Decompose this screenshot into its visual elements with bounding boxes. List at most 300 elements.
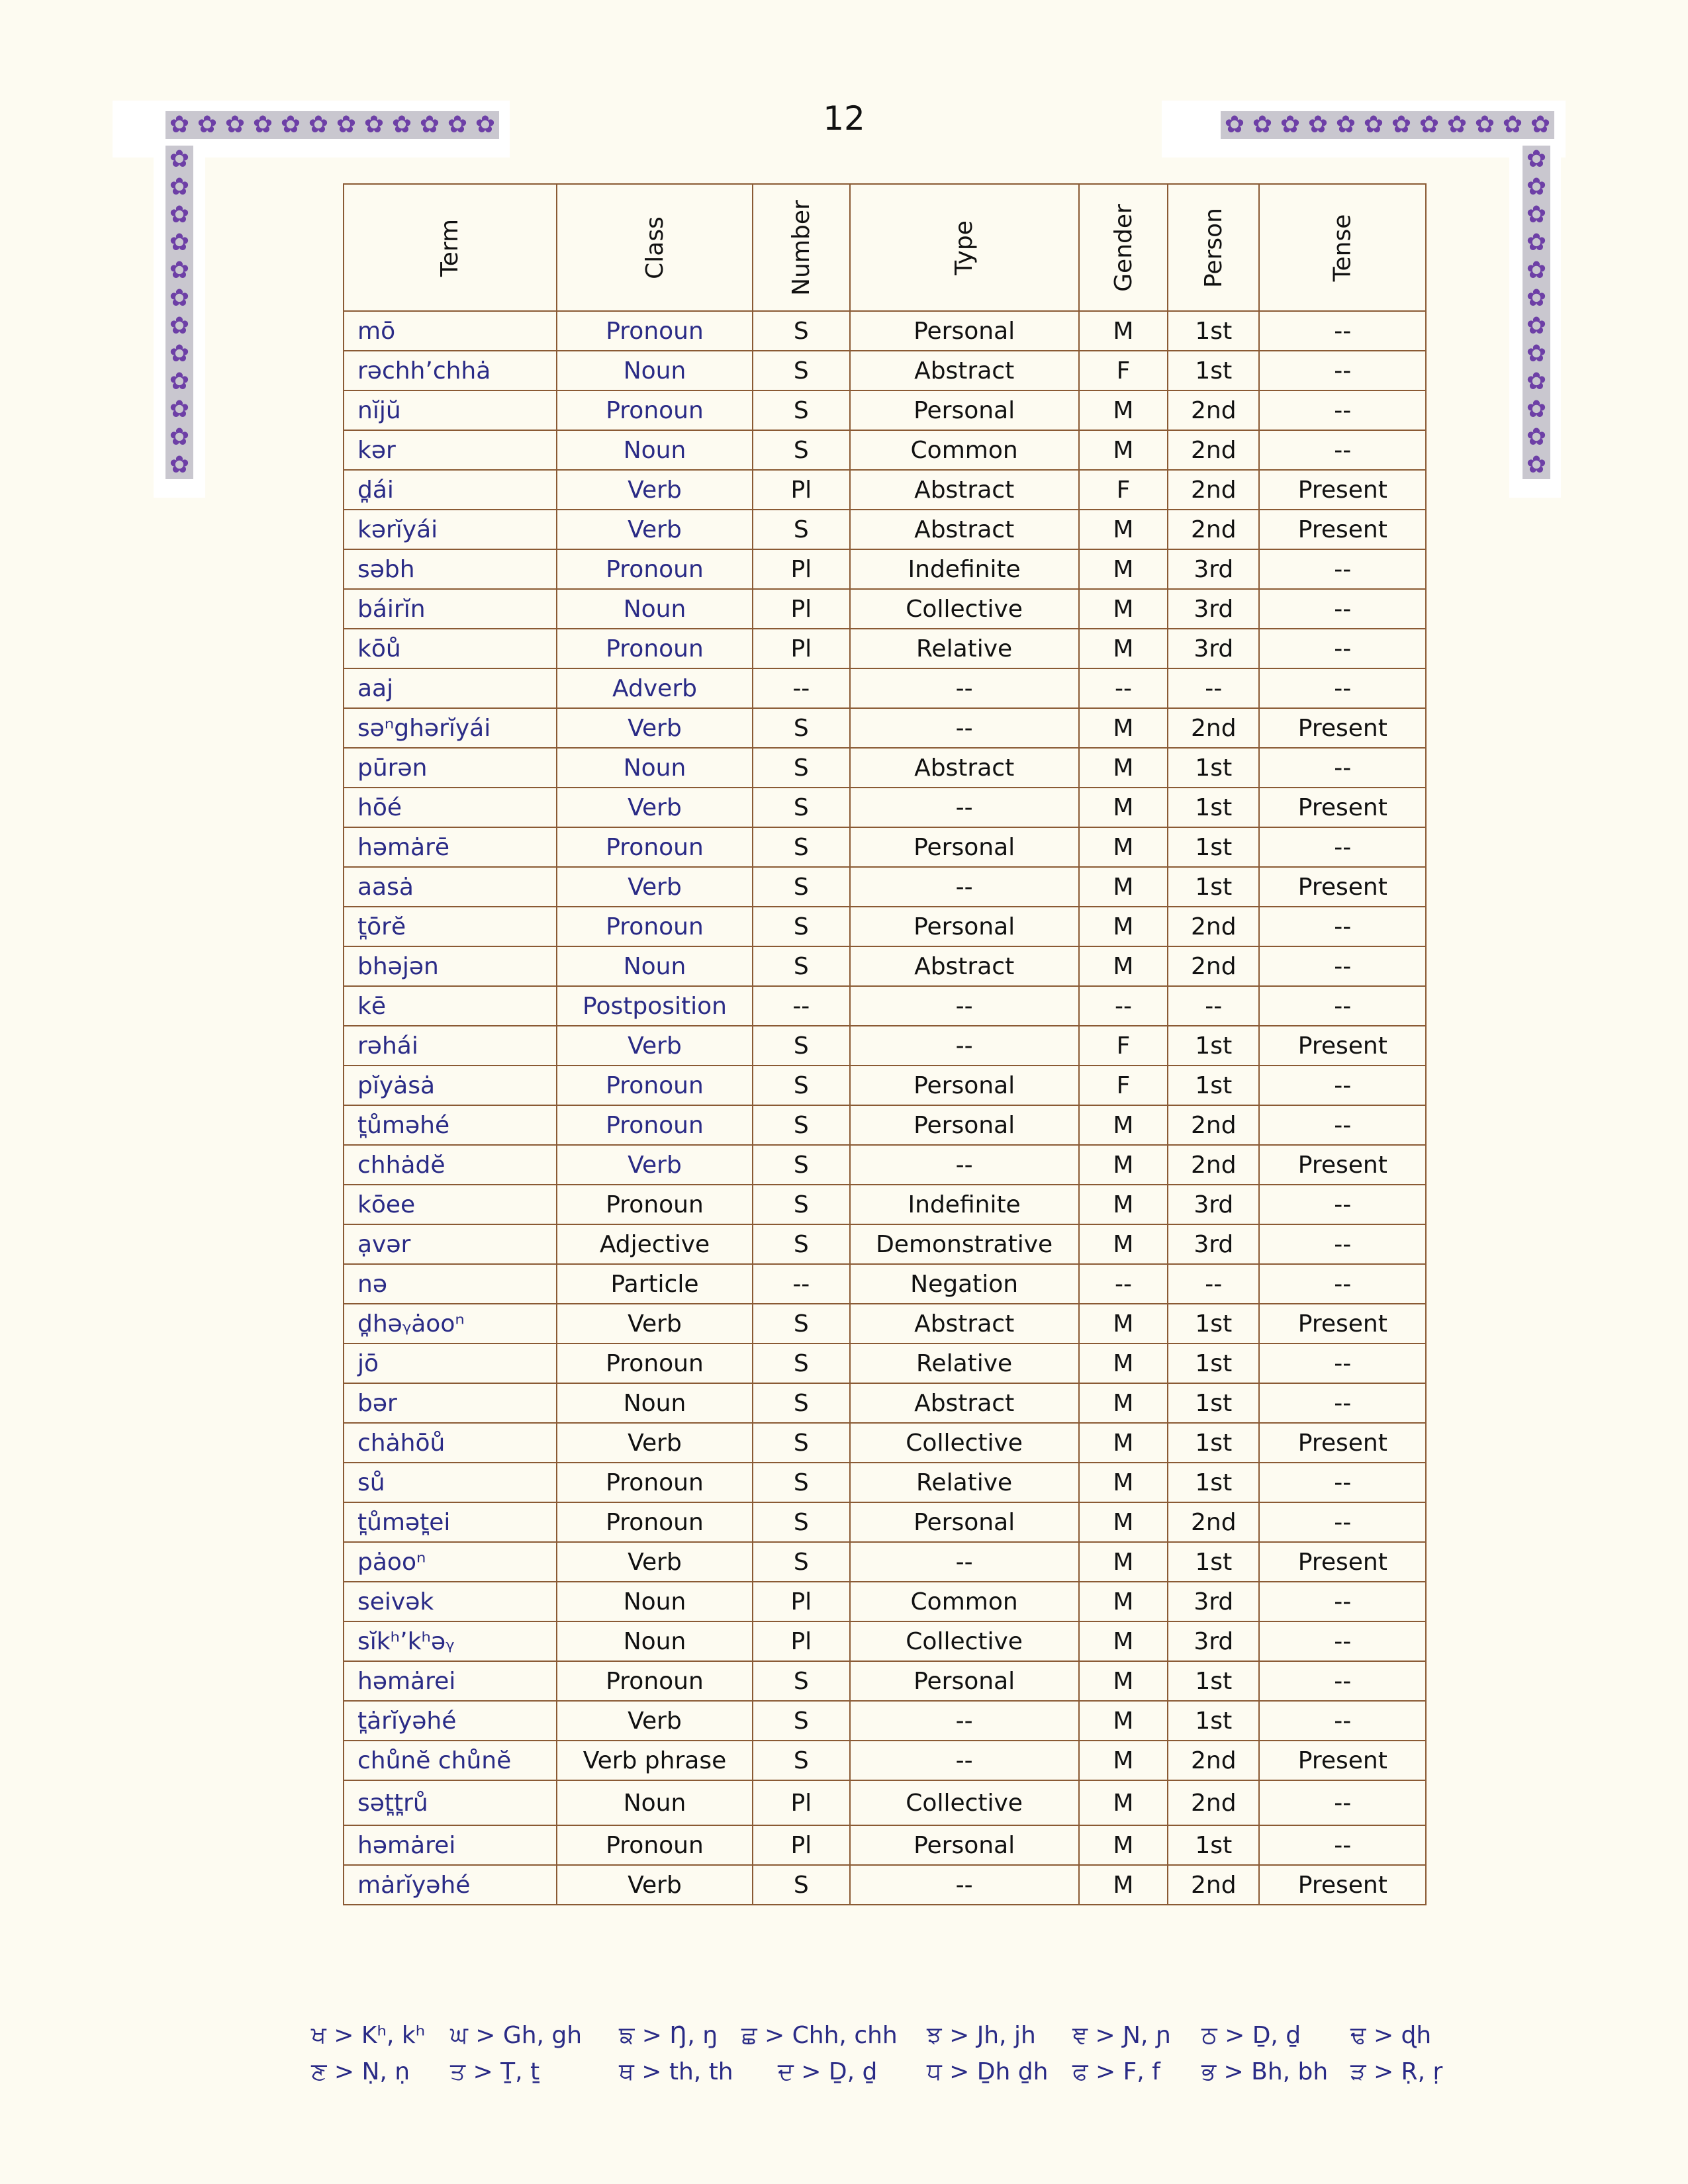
cell-number: S (753, 1304, 850, 1343)
cell-term: kər (344, 430, 557, 470)
cell-class: Pronoun (557, 1105, 753, 1145)
cell-number: S (753, 510, 850, 549)
cell-term: həmȧrē (344, 827, 557, 867)
cell-type: -- (850, 1741, 1079, 1780)
cell-type: Abstract (850, 1304, 1079, 1343)
flower-ornament-icon: ✿ (1526, 201, 1547, 228)
transliteration-key-item: ਦ > Ḏ, ḏ (778, 2058, 878, 2085)
cell-term: kōů (344, 629, 557, 668)
cell-gender: M (1079, 946, 1168, 986)
cell-term: bər (344, 1383, 557, 1423)
flower-ornament-icon: ✿ (1530, 111, 1551, 138)
cell-type: Collective (850, 1423, 1079, 1463)
cell-gender: M (1079, 430, 1168, 470)
cell-person: 1st (1168, 1661, 1259, 1701)
cell-number: S (753, 708, 850, 748)
cell-number: S (753, 390, 850, 430)
cell-gender: M (1079, 748, 1168, 788)
cell-tense: -- (1259, 430, 1426, 470)
table-row (344, 1780, 1426, 1825)
page-number: 12 (823, 99, 865, 138)
table-row (344, 748, 1426, 788)
cell-person: 3rd (1168, 1224, 1259, 1264)
cell-class: Adverb (557, 668, 753, 708)
cell-person: 2nd (1168, 1105, 1259, 1145)
table-row (344, 1066, 1426, 1105)
cell-number: Pl (753, 549, 850, 589)
cell-class: Noun (557, 946, 753, 986)
cell-gender: M (1079, 788, 1168, 827)
cell-class: Pronoun (557, 311, 753, 351)
table-row (344, 1185, 1426, 1224)
cell-person: 2nd (1168, 907, 1259, 946)
cell-tense: -- (1259, 907, 1426, 946)
cell-gender: M (1079, 1542, 1168, 1582)
table-row (344, 1661, 1426, 1701)
cell-gender: M (1079, 907, 1168, 946)
cell-person: 2nd (1168, 470, 1259, 510)
cell-term: rəhái (344, 1026, 557, 1066)
flower-ornament-icon: ✿ (169, 111, 190, 138)
cell-tense: -- (1259, 827, 1426, 867)
cell-number: S (753, 1224, 850, 1264)
cell-person: 1st (1168, 1542, 1259, 1582)
cell-type: Personal (850, 1825, 1079, 1865)
cell-tense: Present (1259, 1304, 1426, 1343)
cell-type: Abstract (850, 748, 1079, 788)
cell-gender: F (1079, 1026, 1168, 1066)
cell-number: S (753, 1741, 850, 1780)
cell-number: S (753, 1343, 850, 1383)
cell-term: báirĭn (344, 589, 557, 629)
cell-type: Demonstrative (850, 1224, 1079, 1264)
flower-ornament-icon: ✿ (1526, 173, 1547, 201)
table-row (344, 867, 1426, 907)
cell-gender: F (1079, 470, 1168, 510)
cell-gender: M (1079, 390, 1168, 430)
cell-gender: M (1079, 867, 1168, 907)
cell-gender: M (1079, 1343, 1168, 1383)
cell-person: 1st (1168, 788, 1259, 827)
cell-term: mȧrĭyəhé (344, 1865, 557, 1905)
flower-ornament-icon: ✿ (1335, 111, 1356, 138)
flower-ornament-icon: ✿ (1526, 229, 1547, 256)
cell-tense: -- (1259, 1701, 1426, 1741)
cell-person: 3rd (1168, 549, 1259, 589)
cell-number: S (753, 867, 850, 907)
flower-ornament-icon: ✿ (280, 111, 301, 138)
cell-tense: -- (1259, 1780, 1426, 1825)
cell-tense: Present (1259, 708, 1426, 748)
flower-ornament-icon: ✿ (1224, 111, 1245, 138)
table-row (344, 1423, 1426, 1463)
flower-ornament-icon: ✿ (1526, 424, 1547, 451)
cell-gender: -- (1079, 1264, 1168, 1304)
cell-tense: Present (1259, 510, 1426, 549)
table-row (344, 1224, 1426, 1264)
table-row (344, 1825, 1426, 1865)
cell-class: Postposition (557, 986, 753, 1026)
transliteration-key-item: ਢ > ɖh (1350, 2022, 1432, 2049)
transliteration-key-item: ਞ > Ɲ, ɲ (1072, 2022, 1172, 2049)
cell-term: səⁿghərĭyái (344, 708, 557, 748)
cell-tense: -- (1259, 1066, 1426, 1105)
cell-type: Abstract (850, 946, 1079, 986)
flower-ornament-icon: ✿ (169, 368, 190, 395)
table-row (344, 549, 1426, 589)
transliteration-key-item: ਧ > Ḏh ḏh (927, 2058, 1049, 2085)
cell-tense: Present (1259, 1542, 1426, 1582)
table-row (344, 470, 1426, 510)
cell-class: Pronoun (557, 549, 753, 589)
cell-term: hōé (344, 788, 557, 827)
cell-class: Pronoun (557, 1661, 753, 1701)
cell-person: 1st (1168, 867, 1259, 907)
cell-tense: -- (1259, 1582, 1426, 1621)
table-row (344, 1502, 1426, 1542)
cell-term: t̪ȧrĭyəhé (344, 1701, 557, 1741)
transliteration-key-item: ਖ > Kʰ, kʰ (311, 2022, 426, 2049)
cell-number: Pl (753, 1780, 850, 1825)
flower-ornament-icon: ✿ (363, 111, 385, 138)
cell-term: d̪ái (344, 470, 557, 510)
cell-term: pūrən (344, 748, 557, 788)
cell-number: S (753, 1383, 850, 1423)
cell-term: həmȧrei (344, 1825, 557, 1865)
cell-class: Pronoun (557, 390, 753, 430)
cell-person: 2nd (1168, 1780, 1259, 1825)
flower-ornament-icon: ✿ (169, 424, 190, 451)
cell-gender: M (1079, 1661, 1168, 1701)
cell-term: aasȧ (344, 867, 557, 907)
flower-ornament-icon: ✿ (169, 340, 190, 367)
cell-term: nə (344, 1264, 557, 1304)
cell-type: Personal (850, 1066, 1079, 1105)
cell-class: Noun (557, 430, 753, 470)
cell-type: Abstract (850, 470, 1079, 510)
cell-class: Noun (557, 1780, 753, 1825)
header-tense: Tense (1259, 184, 1426, 311)
cell-tense: -- (1259, 629, 1426, 668)
cell-number: Pl (753, 1621, 850, 1661)
cell-type: -- (850, 1145, 1079, 1185)
cell-gender: M (1079, 1145, 1168, 1185)
cell-person: -- (1168, 986, 1259, 1026)
cell-tense: Present (1259, 1865, 1426, 1905)
lexicon-table (343, 183, 1427, 1905)
header-number: Number (753, 184, 850, 311)
cell-term: d̪həᵧȧooⁿ (344, 1304, 557, 1343)
cell-class: Verb (557, 708, 753, 748)
cell-gender: M (1079, 1463, 1168, 1502)
cell-gender: F (1079, 351, 1168, 390)
cell-gender: M (1079, 1780, 1168, 1825)
cell-term: sů (344, 1463, 557, 1502)
cell-person: 1st (1168, 748, 1259, 788)
cell-class: Verb (557, 1304, 753, 1343)
cell-type: Personal (850, 907, 1079, 946)
cell-number: S (753, 1502, 850, 1542)
cell-number: S (753, 311, 850, 351)
cell-type: Relative (850, 1463, 1079, 1502)
transliteration-key-item: ਙ > Ŋ, ŋ (619, 2022, 718, 2049)
cell-type: -- (850, 668, 1079, 708)
cell-term: həmȧrei (344, 1661, 557, 1701)
table-row (344, 390, 1426, 430)
cell-term: chhȧdĕ (344, 1145, 557, 1185)
cell-person: 3rd (1168, 1582, 1259, 1621)
cell-tense: -- (1259, 1105, 1426, 1145)
cell-class: Pronoun (557, 629, 753, 668)
cell-number: S (753, 827, 850, 867)
cell-tense: -- (1259, 1502, 1426, 1542)
cell-class: Pronoun (557, 1343, 753, 1383)
cell-term: sĭkʰ’kʰəᵧ (344, 1621, 557, 1661)
cell-type: -- (850, 867, 1079, 907)
table-row (344, 788, 1426, 827)
cell-tense: -- (1259, 1463, 1426, 1502)
cell-number: Pl (753, 470, 850, 510)
table-row (344, 668, 1426, 708)
cell-tense: -- (1259, 1185, 1426, 1224)
table-row (344, 1145, 1426, 1185)
cell-person: 2nd (1168, 510, 1259, 549)
cell-class: Particle (557, 1264, 753, 1304)
flower-ornament-icon: ✿ (1391, 111, 1412, 138)
cell-class: Noun (557, 1621, 753, 1661)
cell-number: S (753, 907, 850, 946)
flower-ornament-icon: ✿ (1526, 257, 1547, 284)
cell-gender: M (1079, 1304, 1168, 1343)
flower-border-top-right (1221, 111, 1554, 139)
cell-gender: M (1079, 708, 1168, 748)
header-type: Type (850, 184, 1079, 311)
flower-ornament-icon: ✿ (169, 285, 190, 312)
cell-person: 3rd (1168, 1185, 1259, 1224)
cell-number: Pl (753, 629, 850, 668)
cell-gender: M (1079, 1502, 1168, 1542)
cell-tense: -- (1259, 748, 1426, 788)
flower-border-right (1523, 146, 1550, 479)
cell-class: Verb (557, 1423, 753, 1463)
cell-gender: M (1079, 1825, 1168, 1865)
cell-gender: M (1079, 1865, 1168, 1905)
cell-term: chȧhōů (344, 1423, 557, 1463)
cell-class: Pronoun (557, 1825, 753, 1865)
cell-number: Pl (753, 1825, 850, 1865)
cell-person: 3rd (1168, 629, 1259, 668)
cell-tense: -- (1259, 1383, 1426, 1423)
flower-ornament-icon: ✿ (336, 111, 357, 138)
cell-gender: M (1079, 1383, 1168, 1423)
flower-ornament-icon: ✿ (1419, 111, 1440, 138)
cell-tense: -- (1259, 1661, 1426, 1701)
table-row (344, 827, 1426, 867)
cell-gender: M (1079, 1224, 1168, 1264)
cell-term: jō (344, 1343, 557, 1383)
flower-ornament-icon: ✿ (1446, 111, 1468, 138)
cell-person: 1st (1168, 1701, 1259, 1741)
cell-class: Pronoun (557, 1463, 753, 1502)
flower-ornament-icon: ✿ (169, 451, 190, 478)
cell-number: S (753, 1661, 850, 1701)
flower-ornament-icon: ✿ (169, 257, 190, 284)
cell-type: Personal (850, 827, 1079, 867)
cell-term: rəchh’chhȧ (344, 351, 557, 390)
flower-ornament-icon: ✿ (391, 111, 412, 138)
cell-term: səbh (344, 549, 557, 589)
cell-class: Noun (557, 748, 753, 788)
cell-type: -- (850, 708, 1079, 748)
cell-gender: M (1079, 827, 1168, 867)
transliteration-key-item: ਤ > Ṯ, ṯ (450, 2058, 540, 2085)
cell-number: -- (753, 1264, 850, 1304)
cell-type: Indefinite (850, 1185, 1079, 1224)
flower-ornament-icon: ✿ (169, 229, 190, 256)
table-row (344, 986, 1426, 1026)
cell-number: S (753, 748, 850, 788)
cell-tense: -- (1259, 390, 1426, 430)
flower-ornament-icon: ✿ (1526, 451, 1547, 478)
flower-ornament-icon: ✿ (419, 111, 440, 138)
cell-class: Verb phrase (557, 1741, 753, 1780)
cell-term: kē (344, 986, 557, 1026)
cell-class: Noun (557, 1383, 753, 1423)
cell-term: t̪ōrĕ (344, 907, 557, 946)
flower-ornament-icon: ✿ (447, 111, 468, 138)
cell-term: nĭjŭ (344, 390, 557, 430)
cell-type: Collective (850, 589, 1079, 629)
cell-number: S (753, 1701, 850, 1741)
flower-ornament-icon: ✿ (224, 111, 246, 138)
header-gender: Gender (1079, 184, 1168, 311)
cell-term: aaj (344, 668, 557, 708)
cell-type: Relative (850, 1343, 1079, 1383)
flower-border-left (165, 146, 193, 479)
cell-type: Abstract (850, 510, 1079, 549)
table-row (344, 311, 1426, 351)
cell-gender: -- (1079, 986, 1168, 1026)
cell-type: Personal (850, 390, 1079, 430)
cell-number: S (753, 1542, 850, 1582)
cell-type: Personal (850, 1502, 1079, 1542)
cell-term: mō (344, 311, 557, 351)
cell-type: -- (850, 1865, 1079, 1905)
cell-person: 2nd (1168, 1502, 1259, 1542)
table-row (344, 1865, 1426, 1905)
flower-ornament-icon: ✿ (308, 111, 329, 138)
cell-term: t̪ůmət̪ei (344, 1502, 557, 1542)
cell-term: ạvər (344, 1224, 557, 1264)
flower-ornament-icon: ✿ (1526, 285, 1547, 312)
cell-number: S (753, 1066, 850, 1105)
cell-person: 1st (1168, 1343, 1259, 1383)
cell-gender: M (1079, 589, 1168, 629)
transliteration-key-item: ਝ > Jh, jh (927, 2022, 1036, 2049)
cell-tense: -- (1259, 946, 1426, 986)
table-row (344, 1343, 1426, 1383)
cell-type: Personal (850, 1661, 1079, 1701)
transliteration-key-item: ਣ > Ṇ, ṇ (311, 2058, 410, 2085)
table-row (344, 351, 1426, 390)
cell-person: 2nd (1168, 1865, 1259, 1905)
table-row (344, 1105, 1426, 1145)
cell-class: Noun (557, 351, 753, 390)
cell-tense: Present (1259, 867, 1426, 907)
flower-ornament-icon: ✿ (169, 396, 190, 423)
cell-gender: M (1079, 1423, 1168, 1463)
cell-number: -- (753, 668, 850, 708)
cell-person: 1st (1168, 1383, 1259, 1423)
cell-term: chůnĕ chůnĕ (344, 1741, 557, 1780)
cell-tense: -- (1259, 1621, 1426, 1661)
cell-number: S (753, 1423, 850, 1463)
cell-type: Collective (850, 1780, 1079, 1825)
cell-number: S (753, 351, 850, 390)
cell-gender: M (1079, 629, 1168, 668)
cell-class: Pronoun (557, 907, 753, 946)
flower-ornament-icon: ✿ (1474, 111, 1495, 138)
cell-person: 3rd (1168, 589, 1259, 629)
cell-tense: Present (1259, 1423, 1426, 1463)
cell-type: Negation (850, 1264, 1079, 1304)
table-row (344, 1026, 1426, 1066)
cell-gender: -- (1079, 668, 1168, 708)
cell-gender: M (1079, 1582, 1168, 1621)
cell-type: Personal (850, 311, 1079, 351)
flower-ornament-icon: ✿ (1363, 111, 1384, 138)
cell-class: Verb (557, 1701, 753, 1741)
flower-ornament-icon: ✿ (252, 111, 273, 138)
cell-gender: M (1079, 1701, 1168, 1741)
transliteration-key-item: ਠ > Ḏ, ḏ (1201, 2022, 1301, 2049)
cell-person: 1st (1168, 1423, 1259, 1463)
cell-person: 2nd (1168, 1145, 1259, 1185)
cell-type: -- (850, 788, 1079, 827)
cell-class: Pronoun (557, 1185, 753, 1224)
table-row (344, 589, 1426, 629)
cell-type: Indefinite (850, 549, 1079, 589)
flower-ornament-icon: ✿ (169, 173, 190, 201)
cell-type: Personal (850, 1105, 1079, 1145)
cell-term: bhəjən (344, 946, 557, 986)
cell-class: Verb (557, 1865, 753, 1905)
transliteration-key-item: ਘ > Gh, gh (450, 2022, 583, 2049)
cell-number: S (753, 1865, 850, 1905)
cell-gender: M (1079, 510, 1168, 549)
cell-gender: M (1079, 549, 1168, 589)
table-row (344, 1463, 1426, 1502)
cell-type: -- (850, 1701, 1079, 1741)
flower-ornament-icon: ✿ (1526, 146, 1547, 173)
table-row (344, 629, 1426, 668)
header-person: Person (1168, 184, 1259, 311)
cell-class: Verb (557, 788, 753, 827)
cell-class: Verb (557, 1542, 753, 1582)
cell-tense: -- (1259, 1343, 1426, 1383)
cell-type: Collective (850, 1621, 1079, 1661)
cell-type: Abstract (850, 1383, 1079, 1423)
cell-class: Noun (557, 1582, 753, 1621)
table-row (344, 430, 1426, 470)
cell-gender: M (1079, 1105, 1168, 1145)
cell-type: -- (850, 1542, 1079, 1582)
cell-person: -- (1168, 1264, 1259, 1304)
table-row (344, 1264, 1426, 1304)
cell-person: 2nd (1168, 946, 1259, 986)
table-row (344, 1383, 1426, 1423)
cell-number: S (753, 1026, 850, 1066)
